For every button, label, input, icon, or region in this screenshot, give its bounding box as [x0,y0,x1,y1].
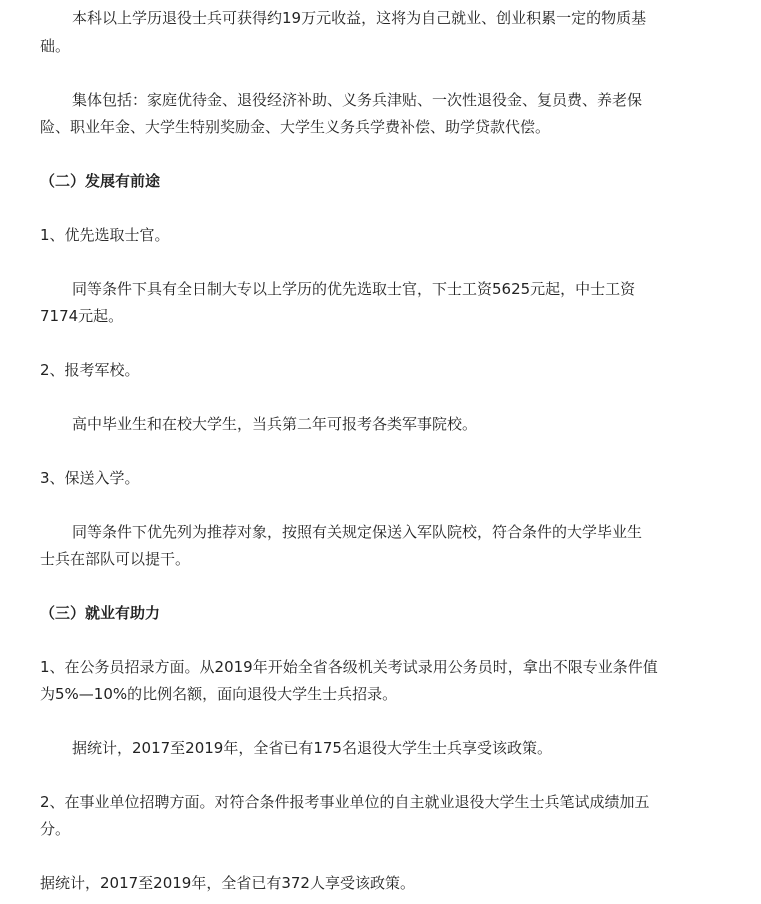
item-title-nco-selection: 1、优先选取士官。 [40,226,170,244]
item-text-admission-line-2: 士兵在部队可以提干。 [40,550,191,568]
paragraph-benefits-line-2: 险、职业年金、大学生特别奖励金、大学生义务兵学费补偿、助学贷款代偿。 [40,118,551,136]
item-text-public-institution-line-2: 分。 [40,820,71,838]
item-text-civil-service-line-2: 为5%—10%的比例名额，面向退役大学生士兵招录。 [40,685,398,703]
item-text-civil-service-line-1: 1、在公务员招录方面。从2019年开始全省各级机关考试录用公务员时，拿出不限专业条件值 [40,658,658,676]
item-title-military-academy: 2、报考军校。 [40,361,140,379]
item-stat-civil-service: 据统计，2017至2019年，全省已有175名退役大学生士兵享受该政策。 [72,739,552,757]
item-stat-public-institution: 据统计，2017至2019年，全省已有372人享受该政策。 [40,874,415,892]
section-heading-employment: （三）就业有助力 [40,604,161,622]
item-text-military-academy: 高中毕业生和在校大学生，当兵第二年可报考各类军事院校。 [72,415,478,433]
item-text-nco-line-2: 7174元起。 [40,307,124,325]
paragraph-income-line-1: 本科以上学历退役士兵可获得约19万元收益，这将为自己就业、创业积累一定的物质基 [72,9,647,27]
item-text-admission-line-1: 同等条件下优先列为推荐对象，按照有关规定保送入军队院校，符合条件的大学毕业生 [72,523,643,541]
item-text-nco-line-1: 同等条件下具有全日制大专以上学历的优先选取士官，下士工资5625元起，中士工资 [72,280,636,298]
item-text-public-institution-line-1: 2、在事业单位招聘方面。对符合条件报考事业单位的自主就业退役大学生士兵笔试成绩加五 [40,793,650,811]
item-title-recommended-admission: 3、保送入学。 [40,469,140,487]
paragraph-income-line-2: 础。 [40,37,71,55]
section-heading-career: （二）发展有前途 [40,172,161,190]
paragraph-benefits-line-1: 集体包括：家庭优待金、退役经济补助、义务兵津贴、一次性退役金、复员费、养老保 [72,91,643,109]
